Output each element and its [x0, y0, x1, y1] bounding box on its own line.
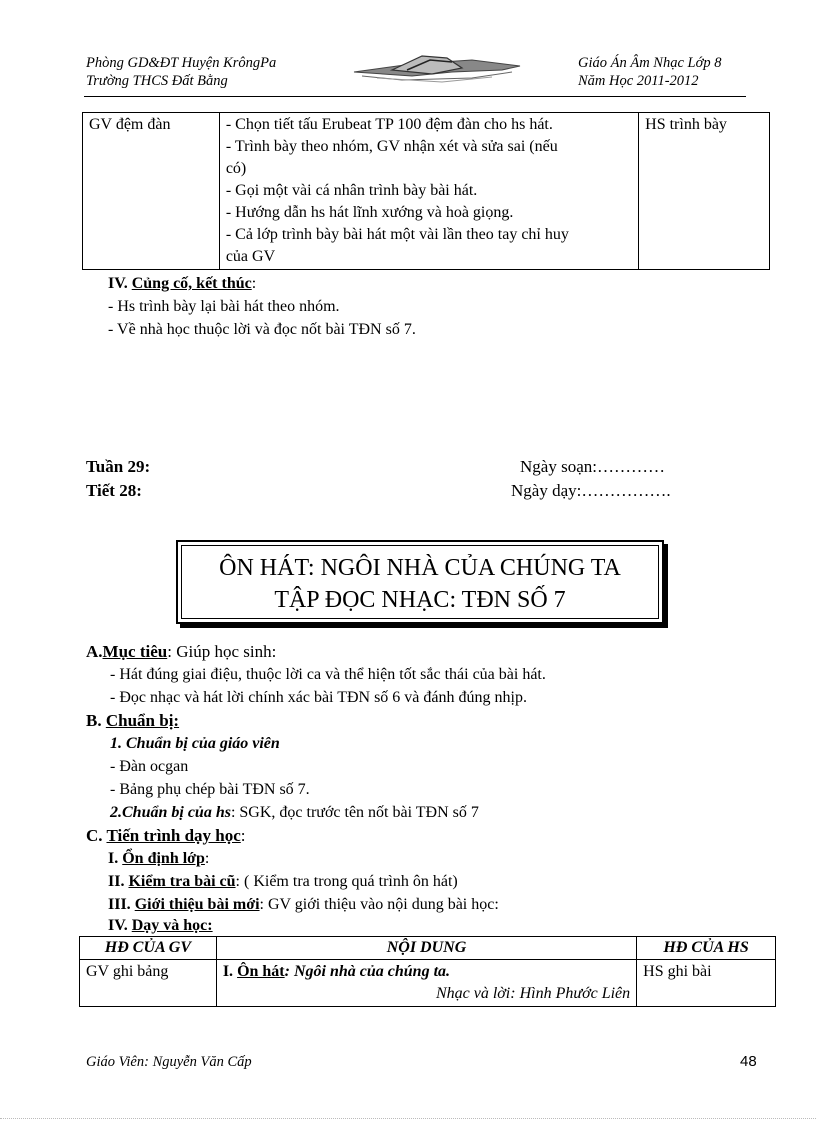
section-procedure-heading: C. Tiến trình dạy học: [86, 826, 246, 845]
list-item: - Hát đúng giai điệu, thuộc lời ca và thể hiện tốt sắc thái của bài hát. [110, 666, 546, 683]
content-line: - Gọi một vài cá nhân trình bày bài hát. [225, 182, 478, 199]
column-header: HĐ CỦA GV [80, 937, 217, 960]
section-consolidation-heading: IV. Củng cố, kết thúc: [108, 275, 257, 292]
boat-logo-icon [352, 50, 522, 86]
song-credit: Nhạc và lời: Hình Phước Liên [435, 985, 631, 1002]
content-line: của GV [225, 248, 276, 265]
lesson-title-line1: ÔN HÁT: NGÔI NHÀ CỦA CHÚNG TA [219, 555, 621, 581]
week-label: Tuần 29: [86, 457, 151, 476]
procedure-step: I. Ổn định lớp: [108, 850, 210, 867]
list-item: - Đàn ocgan [110, 758, 189, 775]
section-objectives-heading: A.Mục tiêu: Giúp học sinh: [86, 642, 277, 661]
date-taught: Ngày dạy:……………. [511, 481, 671, 500]
header-department: Phòng GD&ĐT Huyện KrôngPa [86, 55, 277, 71]
teacher-activity-cell: GV đệm đàn [83, 113, 220, 270]
header-school: Trường THCS Đất Bằng [86, 73, 228, 89]
table-row [80, 960, 776, 1007]
page-number: 48 [740, 1053, 757, 1070]
header-rule [84, 96, 746, 97]
header-right [578, 54, 721, 90]
content-line: - Chọn tiết tấu Erubeat TP 100 đệm đàn cho hs hát. [225, 116, 553, 133]
content-line: có) [225, 160, 247, 177]
procedure-step: III. Giới thiệu bài mới: GV giới thiệu vào nội dung bài học: [108, 896, 499, 913]
column-header: NỘI DUNG [216, 937, 636, 960]
table-row [83, 113, 770, 270]
header-subject: Giáo Án Âm Nhạc Lớp 8 [578, 55, 722, 71]
section-preparation-heading: B. Chuẩn bị: [86, 711, 180, 730]
list-item: - Về nhà học thuộc lời và đọc nốt bài TĐN số 7. [108, 321, 416, 338]
activity-table [79, 936, 776, 1007]
teacher-activity-cell: GV ghi bảng [80, 960, 217, 1007]
list-item: - Đọc nhạc và hát lời chính xác bài TĐN số 6 và đánh đúng nhịp. [110, 689, 527, 706]
content-cell: I. Ôn hát: Ngôi nhà của chúng ta. Nhạc và lời: Hình Phước Liên [216, 960, 636, 1007]
list-item: - Bảng phụ chép bài TĐN số 7. [110, 781, 310, 798]
date-prepared: Ngày soạn:………… [520, 457, 665, 476]
header-left [86, 54, 276, 90]
page-bottom-border [0, 1118, 816, 1119]
list-item: - Hs trình bày lại bài hát theo nhóm. [108, 298, 340, 315]
procedure-step: II. Kiểm tra bài cũ: ( Kiểm tra trong quá trình ôn hát) [108, 873, 458, 890]
content-line: - Hướng dẫn hs hát lĩnh xướng và hoà giọng. [225, 204, 514, 221]
footer-teacher: Giáo Viên: Nguyễn Văn Cấp [86, 1054, 252, 1070]
student-preparation: 2.Chuẩn bị của hs: SGK, đọc trước tên nốt bài TĐN số 7 [110, 804, 479, 821]
activity-table-continued [82, 112, 770, 270]
student-activity-cell: HS ghi bài [637, 960, 776, 1007]
content-cell [219, 113, 638, 270]
content-line: - Trình bày theo nhóm, GV nhận xét và sửa sai (nếu [225, 138, 558, 155]
lesson-label: Tiết 28: [86, 481, 142, 500]
table-header-row [80, 937, 776, 960]
procedure-step: IV. Dạy và học: [108, 917, 213, 934]
header-year: Năm Học 2011-2012 [578, 73, 699, 89]
lesson-title-line2: TẬP ĐỌC NHẠC: TĐN SỐ 7 [274, 587, 566, 613]
column-header: HĐ CỦA HS [637, 937, 776, 960]
teacher-preparation-subheading: 1. Chuẩn bị của giáo viên [110, 735, 280, 752]
content-line: - Cả lớp trình bày bài hát một vài lần theo tay chỉ huy [225, 226, 569, 243]
lesson-title-box [176, 540, 664, 624]
student-activity-cell: HS trình bày [639, 113, 770, 270]
